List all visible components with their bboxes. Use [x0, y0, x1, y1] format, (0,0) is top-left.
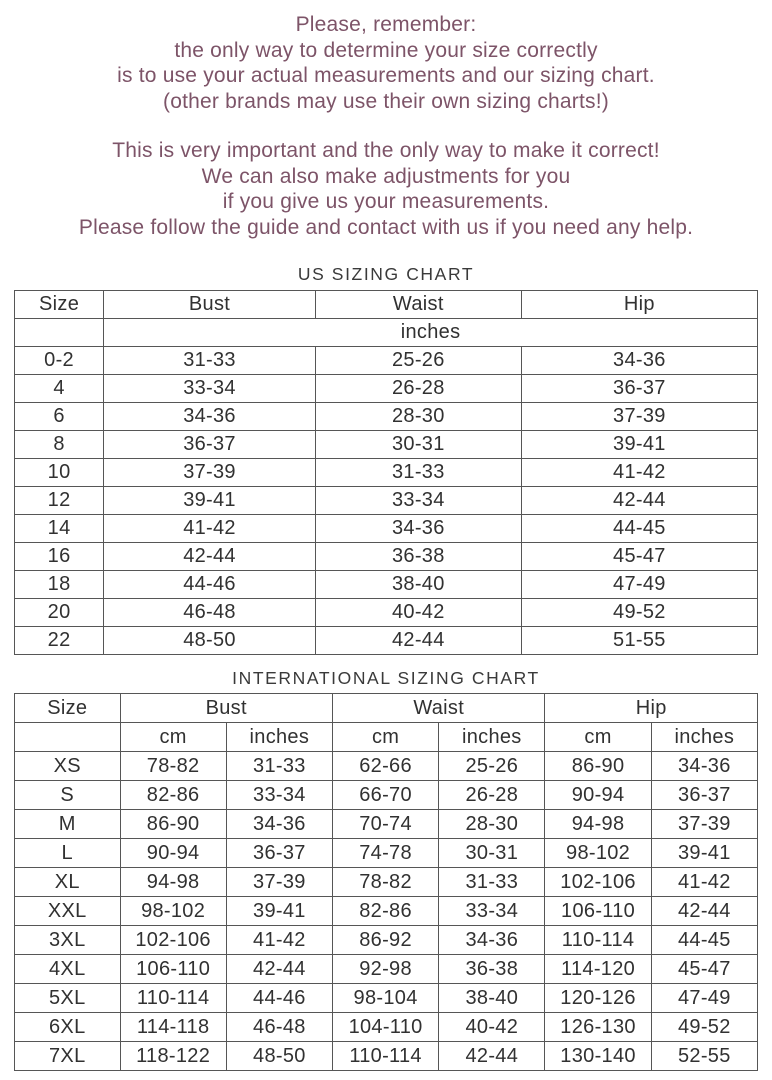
hip-cm-cell: 102-106	[545, 868, 651, 897]
bust-cm-cell: 110-114	[120, 984, 226, 1013]
bust-cm-cell: 90-94	[120, 839, 226, 868]
bust-cm-cell: 118-122	[120, 1042, 226, 1071]
table-row	[15, 1042, 758, 1071]
bust-cell: 37-39	[104, 459, 316, 487]
hip-inches-cell: 49-52	[651, 1013, 757, 1042]
bust-cm-cell: 78-82	[120, 752, 226, 781]
waist-cell: 26-28	[315, 375, 521, 403]
intl-unit-row	[15, 723, 758, 752]
column-header-hip: Hip	[521, 291, 757, 319]
table-row	[15, 347, 758, 375]
bust-inches-cell: 41-42	[226, 926, 332, 955]
column-header-waist: Waist	[315, 291, 521, 319]
bust-inches-cell: 42-44	[226, 955, 332, 984]
intro-line: if you give us your measurements.	[222, 190, 550, 213]
unit-label-cm: cm	[120, 723, 226, 752]
intro-line: is to use your actual measurements and our sizing chart.	[117, 64, 655, 87]
us-sizing-table	[14, 290, 758, 655]
bust-inches-cell: 31-33	[226, 752, 332, 781]
waist-cm-cell: 110-114	[332, 1042, 438, 1071]
waist-cell: 30-31	[315, 431, 521, 459]
bust-cell: 44-46	[104, 571, 316, 599]
bust-cell: 41-42	[104, 515, 316, 543]
hip-inches-cell: 37-39	[651, 810, 757, 839]
hip-cm-cell: 86-90	[545, 752, 651, 781]
waist-cell: 31-33	[315, 459, 521, 487]
unit-label: inches	[104, 319, 758, 347]
column-header-bust: Bust	[120, 694, 332, 723]
waist-inches-cell: 28-30	[439, 810, 545, 839]
bust-cell: 42-44	[104, 543, 316, 571]
column-header-waist: Waist	[332, 694, 544, 723]
hip-cm-cell: 120-126	[545, 984, 651, 1013]
size-cell: M	[15, 810, 121, 839]
size-cell: 18	[15, 571, 104, 599]
bust-cm-cell: 82-86	[120, 781, 226, 810]
table-row	[15, 955, 758, 984]
table-row	[15, 459, 758, 487]
waist-inches-cell: 30-31	[439, 839, 545, 868]
size-cell: 22	[15, 627, 104, 655]
hip-inches-cell: 39-41	[651, 839, 757, 868]
empty-cell	[15, 319, 104, 347]
hip-cm-cell: 114-120	[545, 955, 651, 984]
table-row	[15, 752, 758, 781]
us-unit-row	[15, 319, 758, 347]
table-row	[15, 599, 758, 627]
bust-cm-cell: 86-90	[120, 810, 226, 839]
waist-cell: 25-26	[315, 347, 521, 375]
table-row	[15, 431, 758, 459]
size-cell: 10	[15, 459, 104, 487]
size-cell: XL	[15, 868, 121, 897]
hip-inches-cell: 45-47	[651, 955, 757, 984]
hip-inches-cell: 44-45	[651, 926, 757, 955]
hip-cm-cell: 110-114	[545, 926, 651, 955]
waist-inches-cell: 25-26	[439, 752, 545, 781]
hip-cell: 39-41	[521, 431, 757, 459]
table-row	[15, 487, 758, 515]
waist-inches-cell: 40-42	[439, 1013, 545, 1042]
bust-cell: 39-41	[104, 487, 316, 515]
hip-inches-cell: 34-36	[651, 752, 757, 781]
hip-cell: 44-45	[521, 515, 757, 543]
size-cell: 7XL	[15, 1042, 121, 1071]
bust-inches-cell: 34-36	[226, 810, 332, 839]
intro-line: This is very important and the only way to make it correct!	[112, 139, 660, 162]
intro-line: Please follow the guide and contact with us if you need any help.	[78, 215, 694, 239]
hip-cell: 51-55	[521, 627, 757, 655]
waist-cell: 42-44	[315, 627, 521, 655]
hip-cell: 41-42	[521, 459, 757, 487]
size-cell: 8	[15, 431, 104, 459]
waist-inches-cell: 36-38	[439, 955, 545, 984]
bust-inches-cell: 46-48	[226, 1013, 332, 1042]
waist-cell: 28-30	[315, 403, 521, 431]
table-row	[15, 839, 758, 868]
waist-inches-cell: 42-44	[439, 1042, 545, 1071]
bust-inches-cell: 33-34	[226, 781, 332, 810]
intro-paragraph-1	[0, 12, 772, 114]
waist-cm-cell: 74-78	[332, 839, 438, 868]
size-cell: 12	[15, 487, 104, 515]
size-cell: 5XL	[15, 984, 121, 1013]
table-row	[15, 868, 758, 897]
table-row	[15, 375, 758, 403]
unit-label-inches: inches	[651, 723, 757, 752]
bust-cell: 36-37	[104, 431, 316, 459]
intro-line: We can also make adjustments for you	[201, 164, 571, 188]
size-cell: L	[15, 839, 121, 868]
bust-cm-cell: 98-102	[120, 897, 226, 926]
column-header-hip: Hip	[545, 694, 758, 723]
table-row	[15, 515, 758, 543]
waist-inches-cell: 26-28	[439, 781, 545, 810]
unit-label-inches: inches	[226, 723, 332, 752]
hip-cell: 37-39	[521, 403, 757, 431]
hip-inches-cell: 36-37	[651, 781, 757, 810]
size-cell: 20	[15, 599, 104, 627]
empty-cell	[15, 723, 121, 752]
table-row	[15, 543, 758, 571]
table-row	[15, 781, 758, 810]
waist-cm-cell: 98-104	[332, 984, 438, 1013]
waist-inches-cell: 34-36	[439, 926, 545, 955]
bust-cm-cell: 114-118	[120, 1013, 226, 1042]
table-row	[15, 984, 758, 1013]
intl-header-row	[15, 694, 758, 723]
bust-inches-cell: 36-37	[226, 839, 332, 868]
bust-inches-cell: 37-39	[226, 868, 332, 897]
bust-cell: 46-48	[104, 599, 316, 627]
us-header-row	[15, 291, 758, 319]
waist-cm-cell: 66-70	[332, 781, 438, 810]
size-cell: 3XL	[15, 926, 121, 955]
waist-inches-cell: 31-33	[439, 868, 545, 897]
bust-inches-cell: 39-41	[226, 897, 332, 926]
hip-cm-cell: 90-94	[545, 781, 651, 810]
bust-cm-cell: 94-98	[120, 868, 226, 897]
waist-inches-cell: 38-40	[439, 984, 545, 1013]
hip-cell: 47-49	[521, 571, 757, 599]
table-row	[15, 403, 758, 431]
us-chart-title: US SIZING CHART	[297, 264, 475, 284]
column-header-bust: Bust	[104, 291, 316, 319]
size-cell: 14	[15, 515, 104, 543]
bust-cm-cell: 106-110	[120, 955, 226, 984]
intro-line: Please, remember:	[295, 13, 477, 36]
hip-cm-cell: 130-140	[545, 1042, 651, 1071]
waist-cell: 34-36	[315, 515, 521, 543]
hip-cm-cell: 126-130	[545, 1013, 651, 1042]
waist-cell: 38-40	[315, 571, 521, 599]
hip-cell: 42-44	[521, 487, 757, 515]
bust-cell: 48-50	[104, 627, 316, 655]
table-row	[15, 810, 758, 839]
intro-paragraph-2	[0, 138, 772, 240]
waist-cm-cell: 92-98	[332, 955, 438, 984]
hip-cell: 36-37	[521, 375, 757, 403]
size-cell: 6	[15, 403, 104, 431]
waist-cm-cell: 62-66	[332, 752, 438, 781]
hip-cell: 45-47	[521, 543, 757, 571]
waist-cm-cell: 78-82	[332, 868, 438, 897]
size-cell: 4	[15, 375, 104, 403]
hip-inches-cell: 47-49	[651, 984, 757, 1013]
intl-chart-title: INTERNATIONAL SIZING CHART	[232, 668, 540, 688]
bust-inches-cell: 48-50	[226, 1042, 332, 1071]
bust-inches-cell: 44-46	[226, 984, 332, 1013]
intro-note	[0, 0, 772, 240]
waist-inches-cell: 33-34	[439, 897, 545, 926]
unit-label-cm: cm	[332, 723, 438, 752]
column-header-size: Size	[15, 291, 104, 319]
waist-cm-cell: 86-92	[332, 926, 438, 955]
international-sizing-table	[14, 693, 758, 1071]
hip-cm-cell: 106-110	[545, 897, 651, 926]
hip-inches-cell: 52-55	[651, 1042, 757, 1071]
hip-cm-cell: 94-98	[545, 810, 651, 839]
waist-cm-cell: 70-74	[332, 810, 438, 839]
intro-line: (other brands may use their own sizing charts!)	[163, 89, 609, 113]
table-row	[15, 926, 758, 955]
waist-cell: 36-38	[315, 543, 521, 571]
waist-cm-cell: 104-110	[332, 1013, 438, 1042]
waist-cell: 40-42	[315, 599, 521, 627]
size-cell: 6XL	[15, 1013, 121, 1042]
intro-line: the only way to determine your size correctly	[174, 38, 598, 62]
bust-cell: 34-36	[104, 403, 316, 431]
table-row	[15, 571, 758, 599]
unit-label-cm: cm	[545, 723, 651, 752]
bust-cell: 33-34	[104, 375, 316, 403]
waist-cell: 33-34	[315, 487, 521, 515]
table-row	[15, 1013, 758, 1042]
hip-inches-cell: 42-44	[651, 897, 757, 926]
waist-cm-cell: 82-86	[332, 897, 438, 926]
size-cell: S	[15, 781, 121, 810]
size-cell: 16	[15, 543, 104, 571]
size-cell: 4XL	[15, 955, 121, 984]
bust-cell: 31-33	[104, 347, 316, 375]
size-cell: 0-2	[15, 347, 104, 375]
hip-cell: 34-36	[521, 347, 757, 375]
hip-inches-cell: 41-42	[651, 868, 757, 897]
hip-cm-cell: 98-102	[545, 839, 651, 868]
size-cell: XS	[15, 752, 121, 781]
column-header-size: Size	[15, 694, 121, 723]
bust-cm-cell: 102-106	[120, 926, 226, 955]
size-cell: XXL	[15, 897, 121, 926]
unit-label-inches: inches	[439, 723, 545, 752]
table-row	[15, 897, 758, 926]
table-row	[15, 627, 758, 655]
hip-cell: 49-52	[521, 599, 757, 627]
